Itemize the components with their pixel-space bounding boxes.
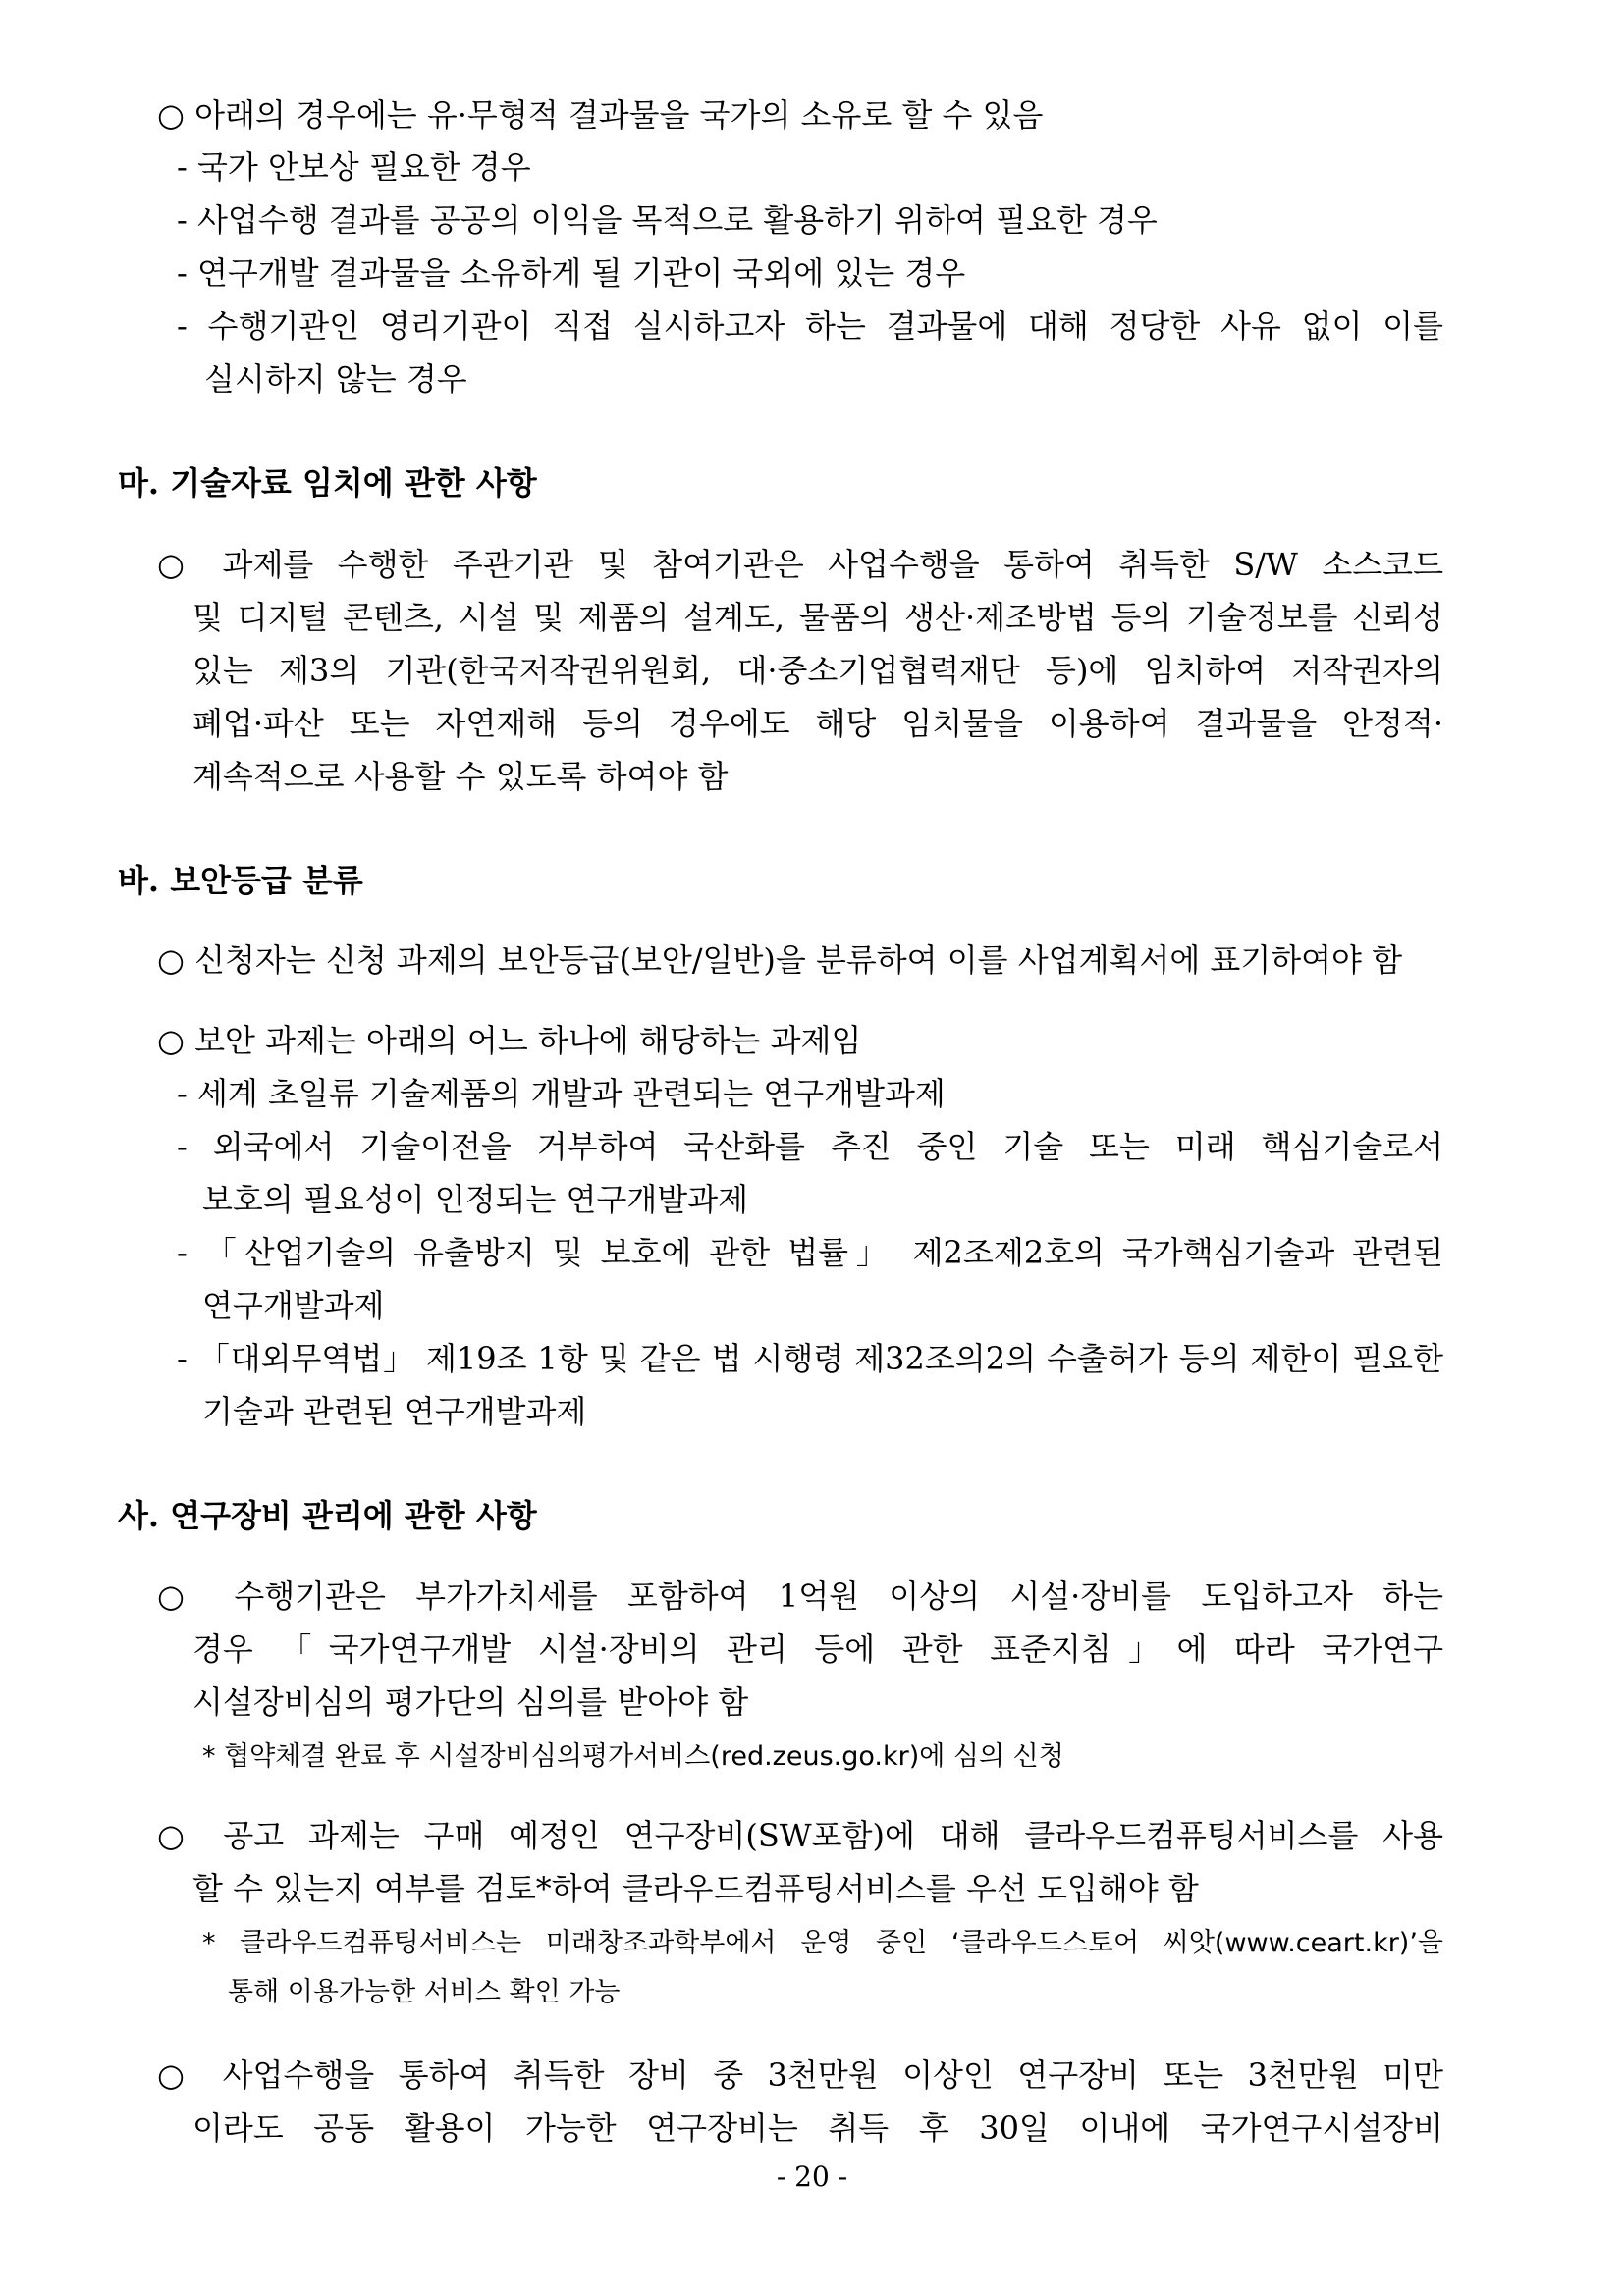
- paragraph-line: 시설장비심의 평가단의 심의를 받아야 함: [192, 1683, 749, 1721]
- list-item: - 연구개발 결과물을 소유하게 될 기관이 국외에 있는 경우: [177, 254, 966, 292]
- list-item: - 국가 안보상 필요한 경우: [177, 148, 531, 186]
- paragraph-line: 폐업·파산 또는 자연재해 등의 경우에도 해당 임치물을 이용하여 결과물을 안정적·: [192, 705, 1443, 742]
- paragraph-line: 이라도 공동 활용이 가능한 연구장비는 취득 후 30일 이내에 국가연구시설장비: [192, 2109, 1443, 2147]
- list-item: - 세계 초일류 기술제품의 개발과 관련되는 연구개발과제: [177, 1075, 946, 1112]
- list-item: - 외국에서 기술이전을 거부하여 국산화를 추진 중인 기술 또는 미래 핵심기술로서: [177, 1128, 1443, 1165]
- section-heading-ba: 바. 보안등급 분류: [118, 862, 363, 899]
- list-item: - 「대외무역법」 제19조 1항 및 같은 법 시행령 제32조의2의 수출허가 등의 제한이 필요한: [177, 1340, 1443, 1377]
- list-item-continued: 실시하지 않는 경우: [204, 360, 467, 398]
- paragraph-line: 있는 제3의 기관(한국저작권위원회, 대·중소기업협력재단 등)에 임치하여 저작권자의: [192, 652, 1443, 689]
- page-number: - 20 -: [776, 2161, 848, 2193]
- footnote-continued: 통해 이용가능한 서비스 확인 가능: [228, 1977, 621, 2007]
- paragraph-line: ○ 사업수행을 통하여 취득한 장비 중 3천만원 이상인 연구장비 또는 3천만원 미만: [157, 2056, 1443, 2094]
- list-item-continued: 기술과 관련된 연구개발과제: [202, 1393, 587, 1430]
- paragraph-line: 할 수 있는지 여부를 검토*하여 클라우드컴퓨팅서비스를 우선 도입해야 함: [192, 1870, 1199, 1907]
- bullet-security-task: ○ 보안 과제는 아래의 어느 하나에 해당하는 과제임: [157, 1022, 862, 1059]
- section-heading-ma: 마. 기술자료 임치에 관한 사항: [118, 464, 537, 502]
- paragraph-line: 계속적으로 사용할 수 있도록 하여야 함: [192, 758, 729, 795]
- list-item: - 수행기관인 영리기관이 직접 실시하고자 하는 결과물에 대해 정당한 사유 없이 이를: [177, 307, 1443, 345]
- bullet-state-ownership: ○ 아래의 경우에는 유·무형적 결과물을 국가의 소유로 할 수 있음: [157, 96, 1044, 133]
- footnote: * 협약체결 완료 후 시설장비심의평가서비스(red.zeus.go.kr)에 심의 신청: [202, 1741, 1064, 1772]
- footnote: * 클라우드컴퓨팅서비스는 미래창조과학부에서 운영 중인 ‘클라우드스토어 씨앗(www.ceart.kr)’을: [202, 1928, 1443, 1958]
- section-heading-sa: 사. 연구장비 관리에 관한 사항: [118, 1497, 537, 1534]
- paragraph-line: 경우 「국가연구개발 시설·장비의 관리 등에 관한 표준지침」에 따라 국가연구: [192, 1630, 1443, 1668]
- paragraph-line: 및 디지털 콘텐츠, 시설 및 제품의 설계도, 물품의 생산·제조방법 등의 기술정보를 신뢰성: [192, 599, 1443, 636]
- paragraph-line: ○ 공고 과제는 구매 예정인 연구장비(SW포함)에 대해 클라우드컴퓨팅서비스를 사용: [157, 1817, 1443, 1854]
- list-item-continued: 보호의 필요성이 인정되는 연구개발과제: [202, 1181, 749, 1218]
- paragraph-line: ○ 수행기관은 부가가치세를 포함하여 1억원 이상의 시설·장비를 도입하고자 하는: [157, 1577, 1443, 1615]
- list-item: - 「산업기술의 유출방지 및 보호에 관한 법률」 제2조제2호의 국가핵심기술과 관련된: [177, 1234, 1443, 1271]
- paragraph-line: ○ 과제를 수행한 주관기관 및 참여기관은 사업수행을 통하여 취득한 S/W 소스코드: [157, 546, 1443, 583]
- list-item-continued: 연구개발과제: [202, 1287, 385, 1324]
- bullet-security-grade: ○ 신청자는 신청 과제의 보안등급(보안/일반)을 분류하여 이를 사업계획서에 표기하여야 함: [157, 941, 1403, 979]
- list-item: - 사업수행 결과를 공공의 이익을 목적으로 활용하기 위하여 필요한 경우: [177, 201, 1158, 239]
